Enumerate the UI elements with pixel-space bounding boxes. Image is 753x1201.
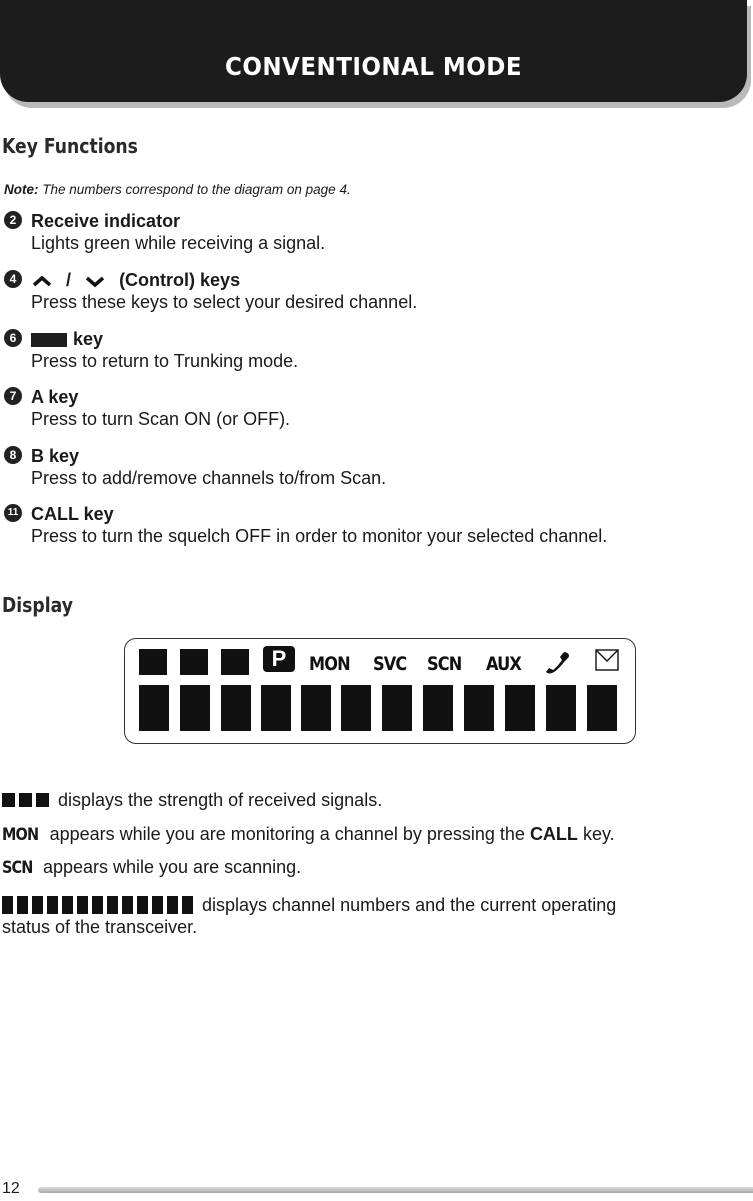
item-title: CALL key: [31, 504, 114, 524]
scn-desc-text: appears while you are scanning.: [42, 857, 302, 877]
item-title: A key: [31, 387, 79, 407]
digit-segment: [587, 685, 617, 731]
digit-icon: [167, 896, 178, 914]
digit-segment: [505, 685, 535, 731]
digit-segment: [261, 685, 291, 731]
digit-segment: [341, 685, 371, 731]
digit-icon: [32, 896, 43, 914]
item-title: key: [73, 329, 104, 349]
key-functions-title: Key Functions: [2, 134, 138, 158]
note: [4, 182, 351, 197]
digit-icon: [152, 896, 163, 914]
digit-icon: [107, 896, 118, 914]
digits-desc: [2, 894, 742, 938]
envelope-icon: [595, 649, 619, 671]
item-desc: Press to return to Trunking mode.: [31, 351, 299, 371]
display-title: Display: [2, 593, 73, 617]
digit-segment: [180, 685, 210, 731]
item-number: 4: [4, 270, 22, 288]
item-title-row: [31, 328, 103, 350]
digit-icon: [77, 896, 88, 914]
signal-strength-desc: [2, 789, 742, 811]
item-desc: Press to turn the squelch OFF in order to monitor your selected channel.: [31, 526, 608, 546]
item-desc: Lights green while receiving a signal.: [31, 233, 326, 253]
page-number: 12: [2, 1180, 20, 1197]
note-text: The numbers correspond to the diagram on page 4.: [42, 182, 351, 197]
digit-segment: [221, 685, 251, 731]
digit-segment: [464, 685, 494, 731]
aux-annunciator: AUX: [486, 653, 522, 675]
mon-tag-icon: MON: [2, 825, 39, 845]
signal-desc-text: displays the strength of received signals.: [58, 790, 383, 810]
digit-segment: [139, 685, 169, 731]
digit-icon: [2, 896, 13, 914]
item-number: 11: [4, 504, 22, 522]
digit-icon: [47, 896, 58, 914]
scn-annunciator: SCN: [427, 653, 462, 675]
digit-icon: [122, 896, 133, 914]
digit-icon: [62, 896, 73, 914]
p-indicator: P: [263, 646, 295, 672]
key-icon: [31, 333, 67, 347]
header-banner: [0, 0, 747, 102]
phone-icon: [543, 649, 573, 677]
digits-desc-text: displays channel numbers and the current operating: [202, 895, 617, 915]
item-desc: Press to turn Scan ON (or OFF).: [31, 409, 291, 429]
page-title: CONVENTIONAL MODE: [224, 52, 523, 81]
item-number: 8: [4, 446, 22, 464]
item-title: B key: [31, 446, 80, 466]
item-desc: Press these keys to select your desired channel.: [31, 292, 418, 312]
digit-icon: [17, 896, 28, 914]
footer-rule: [38, 1187, 753, 1193]
scn-desc: [2, 856, 742, 879]
item-number: 6: [4, 329, 22, 347]
item-separator: /: [66, 270, 72, 290]
digit-segment: [382, 685, 412, 731]
signal-bar: [139, 649, 167, 675]
chevron-down-icon: [84, 274, 106, 288]
digit-icon: [137, 896, 148, 914]
signal-bar-icon: [19, 793, 32, 807]
digit-segment: [546, 685, 576, 731]
mon-desc-end: key.: [582, 824, 615, 844]
mon-annunciator: MON: [309, 653, 350, 675]
digit-segment: [301, 685, 331, 731]
item-title: Receive indicator: [31, 211, 181, 231]
item-number: 7: [4, 387, 22, 405]
item-title-row: [31, 269, 240, 291]
note-label: Note:: [4, 182, 39, 197]
digits-desc-text-2: status of the transceiver.: [2, 917, 198, 937]
signal-bar: [180, 649, 208, 675]
svc-annunciator: SVC: [373, 653, 407, 675]
mon-desc: [2, 823, 742, 846]
item-desc: Press to add/remove channels to/from Scan.: [31, 468, 387, 488]
item-title: (Control) keys: [119, 270, 241, 290]
lcd-display-diagram: [124, 638, 636, 744]
signal-bar-icon: [36, 793, 49, 807]
digit-segment: [423, 685, 453, 731]
signal-bar: [221, 649, 249, 675]
digit-icon: [182, 896, 193, 914]
chevron-up-icon: [31, 274, 53, 288]
digit-icon: [92, 896, 103, 914]
scn-tag-icon: SCN: [2, 858, 33, 878]
mon-desc-text: appears while you are monitoring a channel by pressing the: [49, 824, 525, 844]
signal-bar-icon: [2, 793, 15, 807]
call-bold: CALL: [529, 824, 578, 844]
item-number: 2: [4, 211, 22, 229]
